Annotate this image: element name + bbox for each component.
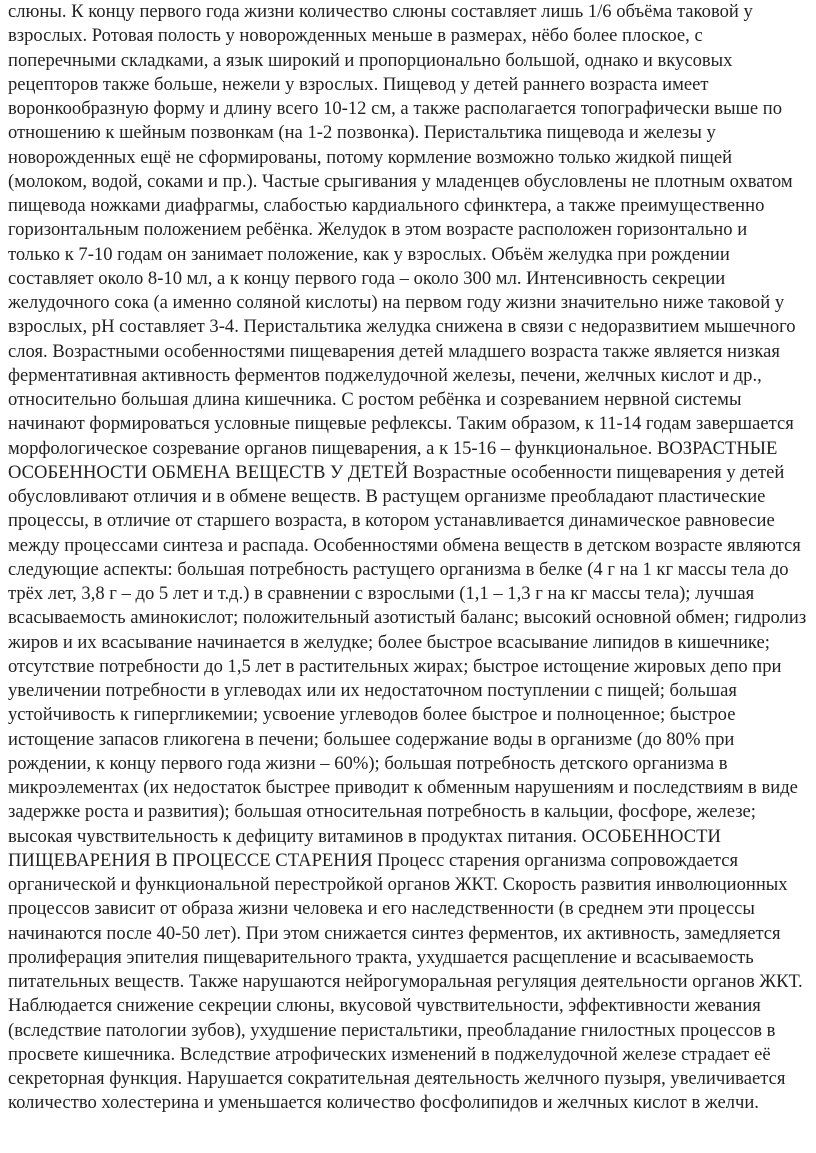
text-line: слоя. Возрастными особенностями пищеварения детей младшего возраста также является низкая	[8, 340, 780, 362]
text-line: составляет около 8-10 мл, а к концу первого года – около 300 мл. Интенсивность секреции	[8, 267, 726, 289]
text-line: следующие аспекты: большая потребность растущего организма в белке (4 г на 1 кг массы тела до	[8, 558, 789, 580]
text-line: (вследствие патологии зубов), ухудшение перистальтики, преобладание гнилостных процессов в	[8, 1019, 776, 1041]
text-line: только к 7-10 годам он занимает положение, как у взрослых. Объём желудка при рождении	[8, 243, 730, 265]
text-line: пролиферация эпителия пищеварительного тракта, ухудшается расщепление и всасываемость	[8, 946, 754, 968]
text-line: трёх лет, 3,8 г – до 5 лет и т.д.) в сравнении с взрослыми (1,1 – 1,3 г на кг массы тела); лучшая	[8, 583, 755, 604]
text-line: пищевода ножками диафрагмы, слабостью кардиального сфинктера, а также преимущественно	[8, 195, 765, 216]
text-line: просвете кишечника. Вследствие атрофических изменений в поджелудочной железе страдает её	[8, 1043, 771, 1065]
text-line: воронкообразную форму и длину всего 10-12 см, а также располагается топографически выше по	[8, 98, 783, 119]
text-line: между процессами синтеза и распада. Особенностями обмена веществ в детском возрасте являются	[8, 534, 801, 556]
text-line: ОСОБЕННОСТИ ОБМЕНА ВЕЩЕСТВ У ДЕТЕЙ Возрастные особенности пищеварения у детей	[8, 461, 785, 483]
text-line: количество холестерина и уменьшается количество фосфолипидов и желчных кислот в желчи.	[8, 1092, 759, 1114]
text-line: ферментативная активность ферментов поджелудочной железы, печени, желчных кислот и др.,	[8, 364, 762, 386]
text-line: поперечными складками, а язык широкий и пропорционально большой, однако и вкусовых	[8, 49, 733, 71]
text-line: новорожденных ещё не сформированы, потому кормление возможно только жидкой пищей	[8, 146, 733, 168]
text-line: ПИЩЕВАРЕНИЯ В ПРОЦЕССЕ СТАРЕНИЯ Процесс старения организма сопровождается	[8, 849, 739, 871]
text-line: истощение запасов гликогена в печени; большее содержание воды в организме (до 80% при	[8, 728, 735, 750]
text-line: увеличении потребности в углеводах или их недостаточном поступлении с пищей; большая	[8, 680, 737, 701]
text-line: горизонтальным положением ребёнка. Желудок в этом возрасте расположен горизонтально и	[8, 219, 748, 241]
text-line: высокая чувствительность к дефициту витаминов в продуктах питания. ОСОБЕННОСТИ	[8, 825, 721, 847]
text-line: отношению к шейным позвонкам (на 1-2 позвонка). Перистальтика пищевода и железы у	[8, 122, 716, 144]
text-line: отсутствие потребности до 1,5 лет в растительных жирах; быстрое истощение жировых депо при	[8, 655, 782, 677]
text-line: секреторная функция. Нарушается сократительная деятельность желчного пузыря, увеличивается	[8, 1068, 786, 1089]
text-line: устойчивость к гипергликемии; усвоение углеводов более быстрое и полноценное; быстрое	[8, 704, 736, 726]
text-line: взрослых. Ротовая полость у новорожденных меньше в размерах, нёбо более плоское, с	[8, 25, 703, 47]
text-line: органической и функциональной перестройкой органов ЖКТ. Скорость развития инволюционных	[8, 874, 788, 895]
text-line: обусловливают отличия и в обмене веществ. В растущем организме преобладают пластические	[8, 486, 766, 507]
text-line: рождении, к концу первого года жизни – 60%); большая потребность детского организма в	[8, 752, 728, 774]
text-line: желудочного сока (а именно соляной кислоты) на первом году жизни значительно ниже таковой у	[8, 292, 785, 313]
text-line: всасываемость аминокислот; положительный азотистый баланс; высокий основной обмен; гидролиз	[8, 607, 807, 629]
text-line: задержке роста и развития); большая относительная потребность в кальции, фосфоре, железе;	[8, 801, 756, 823]
text-line: (молоком, водой, соками и пр.). Частые срыгивания у младенцев обусловлены не плотным охватом	[8, 170, 793, 192]
text-line: микроэлементах (их недостаток быстрее приводит к обменным нарушениям и последствиям в виде	[8, 777, 798, 798]
text-line: питательных веществ. Также нарушаются нейрогуморальная регуляция деятельности органов ЖКТ.	[8, 971, 803, 992]
text-line: процессы, в отличие от старшего возраста, в котором устанавливается динамическое равновесие	[8, 510, 775, 532]
text-line: морфологическое созревание органов пищеварения, а к 15-16 – функциональное. ВОЗРАСТНЫЕ	[8, 437, 778, 459]
text-line: жиров и их всасывание начинается в желудке; более быстрое всасывание липидов в кишечнике;	[8, 631, 770, 653]
text-line: процессов зависит от образа жизни человека и его наследственности (в среднем эти процессы	[8, 898, 755, 920]
text-line: Наблюдается снижение секреции слюны, вкусовой чувствительности, эффективности жевания	[8, 995, 761, 1017]
text-line: рецепторов также больше, нежели у взрослых. Пищевод у детей раннего возраста имеет	[8, 73, 709, 95]
text-line: относительно большая длина кишечника. С ростом ребёнка и созреванием нервной системы	[8, 389, 742, 410]
document-body-text	[8, 0, 808, 1116]
text-line: начинают формироваться условные пищевые рефлексы. Таким образом, к 11-14 годам завершается	[8, 413, 794, 435]
text-line: начинаются после 40-50 лет). При этом снижается синтез ферментов, их активность, замедляется	[8, 922, 781, 944]
text-line: взрослых, рН составляет 3-4. Перистальтика желудка снижена в связи с недоразвитием мышечного	[8, 316, 796, 338]
text-line: слюны. К концу первого года жизни количество слюны составляет лишь 1/6 объёма таковой у	[8, 1, 753, 22]
